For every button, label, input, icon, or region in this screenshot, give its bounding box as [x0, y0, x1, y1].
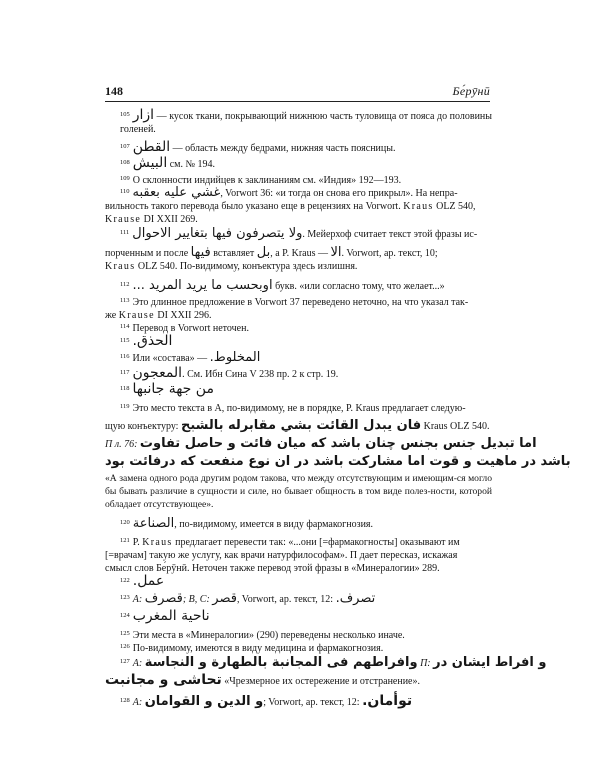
footnote-105	[120, 108, 492, 136]
footnote-108	[120, 156, 492, 171]
footnote-number: 126	[120, 643, 130, 650]
footnote-text: Это место текста в A, по-видимому, не в порядке, P. Kraus предлагает следую-	[132, 403, 466, 414]
persian-text: باشد در ماهيت و قوت اما مشاركت باشد در ان نوع منفعت كه درفائت بود	[105, 454, 571, 469]
footnote-text: порченным и после	[105, 248, 191, 259]
footnote-text: «Чрезмерное их остережение и отстранение».	[221, 676, 420, 687]
footnote-number: 122	[120, 577, 130, 584]
footnote-110	[105, 185, 492, 226]
footnote-text: . Vorwort, ар. текст, 10;	[341, 248, 438, 259]
arabic-term: الصناعة	[132, 516, 175, 531]
footnote-number: 107	[120, 143, 130, 150]
conjecture-line-1	[105, 418, 492, 434]
arabic-term: البيش	[132, 155, 168, 171]
footnote-number: 127	[120, 658, 130, 665]
footnote-123	[120, 591, 492, 606]
author-name: Kraus	[142, 537, 173, 548]
footnote-number: 121	[120, 537, 130, 544]
footnote-115	[120, 334, 492, 349]
footnote-text: же	[105, 310, 119, 321]
footnote-text: ; B, C:	[182, 594, 213, 605]
footnote-number: 105	[120, 111, 130, 118]
arabic-phrase: ولا يتصرفون فيها بتغايير الاحوال	[132, 226, 303, 241]
footnote-text: , а P. Kraus —	[270, 248, 331, 259]
footnote-text: вставляет	[210, 248, 257, 259]
footnote-text: букв. «или согласно тому, что желает...»	[272, 281, 445, 292]
footnote-text: см. № 194.	[169, 159, 216, 170]
footnote-text: . См. Ибн Сина V 238 пр. 2 к стр. 19.	[182, 369, 339, 380]
footnote-107	[120, 140, 492, 155]
arabic-conjecture: فان يبدل القائت بشي مقابرله بالشبح	[180, 418, 422, 433]
footnote-127-cont	[105, 674, 477, 688]
footnote-number: 115	[120, 337, 130, 344]
arabic-term: قصرف	[144, 591, 183, 606]
footnote-number: 120	[120, 519, 130, 526]
footnote-text: [=врачам] такую же услугу, как врачи натурфилософам». П дает пересказ, искажая	[105, 550, 458, 561]
footnote-number: 112	[120, 281, 130, 288]
arabic-phrase: ناحية المغرب	[132, 608, 210, 624]
footnote-number: 116	[120, 353, 130, 360]
footnote-126	[120, 640, 492, 655]
persian-phrase: و افراط ايشان در	[433, 655, 547, 670]
footnote-text: , Vorwort 36: «и тогда он снова его прикрыл». На непра-	[220, 188, 458, 199]
footnote-text: вильность такого перевода было указано еще в рецензиях на Vorwort.	[105, 201, 404, 212]
footnote-text: , по-видимому, имеется в виду фармакогнозия.	[174, 519, 374, 530]
footnote-text: P.	[132, 537, 143, 548]
footnote-text: . Мейерхоф считает текст этой фразы ис-	[302, 229, 478, 240]
footnote-128	[120, 694, 492, 709]
footnote-127	[120, 655, 547, 670]
footnote-119	[120, 400, 492, 415]
footnote-text: DI XXII 296.	[154, 310, 212, 321]
footnote-number: 109	[120, 175, 130, 182]
page-header	[105, 84, 490, 100]
author-name: Kraus	[403, 201, 434, 212]
footnote-text: A:	[132, 697, 145, 708]
footnote-number: 125	[120, 630, 130, 637]
footnote-text: Или «состава» —	[132, 353, 210, 364]
arabic-term: غشي عليه بعقبه	[132, 185, 221, 200]
footnote-number: 110	[120, 188, 130, 195]
arabic-term: القطن	[132, 139, 171, 155]
footnote-114	[120, 320, 492, 335]
arabic-term: بل	[256, 245, 271, 260]
footnote-text: A:	[132, 658, 145, 669]
persian-text: اما تبديل جنس بجنس چنان باشد كه ميان فائت و حاصل تفاوت	[139, 436, 537, 451]
arabic-term: الا	[330, 245, 342, 260]
footnote-text: , Vorwort, ар. текст, 12:	[236, 594, 336, 605]
conjecture-text: Kraus OLZ 540.	[421, 421, 490, 432]
footnote-text: DI XXII 269.	[141, 214, 198, 225]
arabic-term: المعجون	[132, 365, 183, 381]
page-number: 148	[105, 84, 123, 98]
conjecture-quote: «А замена одного рода другим родом такова, что между отсутствующим и имеющим-ся могло бы бывать различие в сущности и силе, но бывает общность в том виде полез-ности, которой обладает отсутствующее».	[105, 473, 492, 510]
footnote-text: OLZ 540. По-видимому, конъектура здесь излишня.	[135, 261, 358, 272]
arabic-term: المخلوط.	[209, 350, 261, 365]
footnote-number: 117	[120, 369, 130, 376]
footnote-124	[120, 609, 492, 624]
footnote-112	[120, 278, 492, 293]
arabic-phrase: و الدين و القوامان	[144, 694, 264, 709]
conjecture-line-2	[105, 436, 537, 452]
conjecture-text: щую конъектуру:	[105, 421, 181, 432]
footnote-text: — кусок ткани, покрывающий нижнюю часть туловища от пояса до половины голеней.	[120, 111, 492, 135]
footnote-118	[120, 382, 492, 397]
footnote-113	[105, 294, 492, 322]
footnote-number: 114	[120, 323, 130, 330]
footnote-122	[120, 574, 492, 589]
arabic-phrase: من جهة جانبها	[132, 381, 214, 397]
footnote-number: 123	[120, 594, 130, 601]
footnote-text: П:	[417, 658, 434, 669]
arabic-term: توأمان.	[362, 693, 413, 709]
persian-phrase: تحاشى و مجانبت	[105, 672, 222, 688]
conjecture-text: П л. 76:	[105, 439, 140, 450]
footnote-text: A:	[132, 594, 145, 605]
footnote-111-cont	[105, 246, 492, 273]
footnote-number: 108	[120, 159, 130, 166]
footnote-number: 111	[120, 229, 130, 236]
footnote-121	[105, 534, 492, 575]
arabic-term: عمل.	[132, 573, 165, 589]
running-title: Бе́рӯнӣ	[452, 84, 490, 98]
arabic-phrase: وافراطهم فى المجانبة بالطهارة و النجاسة	[144, 655, 418, 670]
footnote-111	[120, 226, 492, 241]
footnote-text: смысл слов Бе́рӯнӣ. Неточен также перевод этой фразы в «Минералогии» 289.	[105, 563, 440, 574]
footnote-120	[120, 516, 492, 531]
footnote-number: 119	[120, 403, 130, 410]
header-rule	[105, 101, 490, 102]
footnote-number: 118	[120, 385, 130, 392]
footnote-text: По-видимому, имеются в виду медицина и фармакогнозия.	[132, 643, 384, 654]
arabic-term: قصر	[212, 591, 237, 606]
arabic-term: ازار	[132, 107, 155, 123]
author-name: Krause	[105, 214, 142, 225]
footnote-text: ; Vorwort, ар. текст, 12:	[263, 697, 363, 708]
arabic-term: تصرف.	[335, 591, 376, 606]
author-name: Krause	[118, 310, 155, 321]
footnote-text: Эти места в «Минералогии» (290) переведены несколько иначе.	[132, 630, 405, 641]
footnote-text: Это длинное предложение в Vorwort 37 переведено неточно, на что указал так-	[132, 297, 469, 308]
conjecture-line-3	[105, 454, 571, 470]
arabic-term: فيها	[190, 245, 211, 260]
footnote-number: 128	[120, 697, 130, 704]
footnote-text: Перевод в Vorwort неточен.	[132, 323, 249, 334]
footnote-116	[120, 350, 492, 365]
footnote-text: О склонности индийцев к заклинаниям см. «Индия» 192—193.	[132, 175, 402, 186]
arabic-phrase: اوبحسب ما يريد المريد ...	[132, 278, 273, 293]
footnote-117	[120, 366, 492, 381]
footnote-text: — область между бедрами, нижняя часть поясницы.	[172, 143, 396, 154]
author-name: Kraus	[105, 261, 136, 272]
arabic-term: الحذق.	[132, 333, 173, 349]
footnote-number: 124	[120, 612, 130, 619]
footnote-text: OLZ 540,	[433, 201, 476, 212]
footnote-number: 113	[120, 297, 130, 304]
footnote-text: предлагает перевести так: «...они [=фармакогносты] оказывают им	[172, 537, 460, 548]
